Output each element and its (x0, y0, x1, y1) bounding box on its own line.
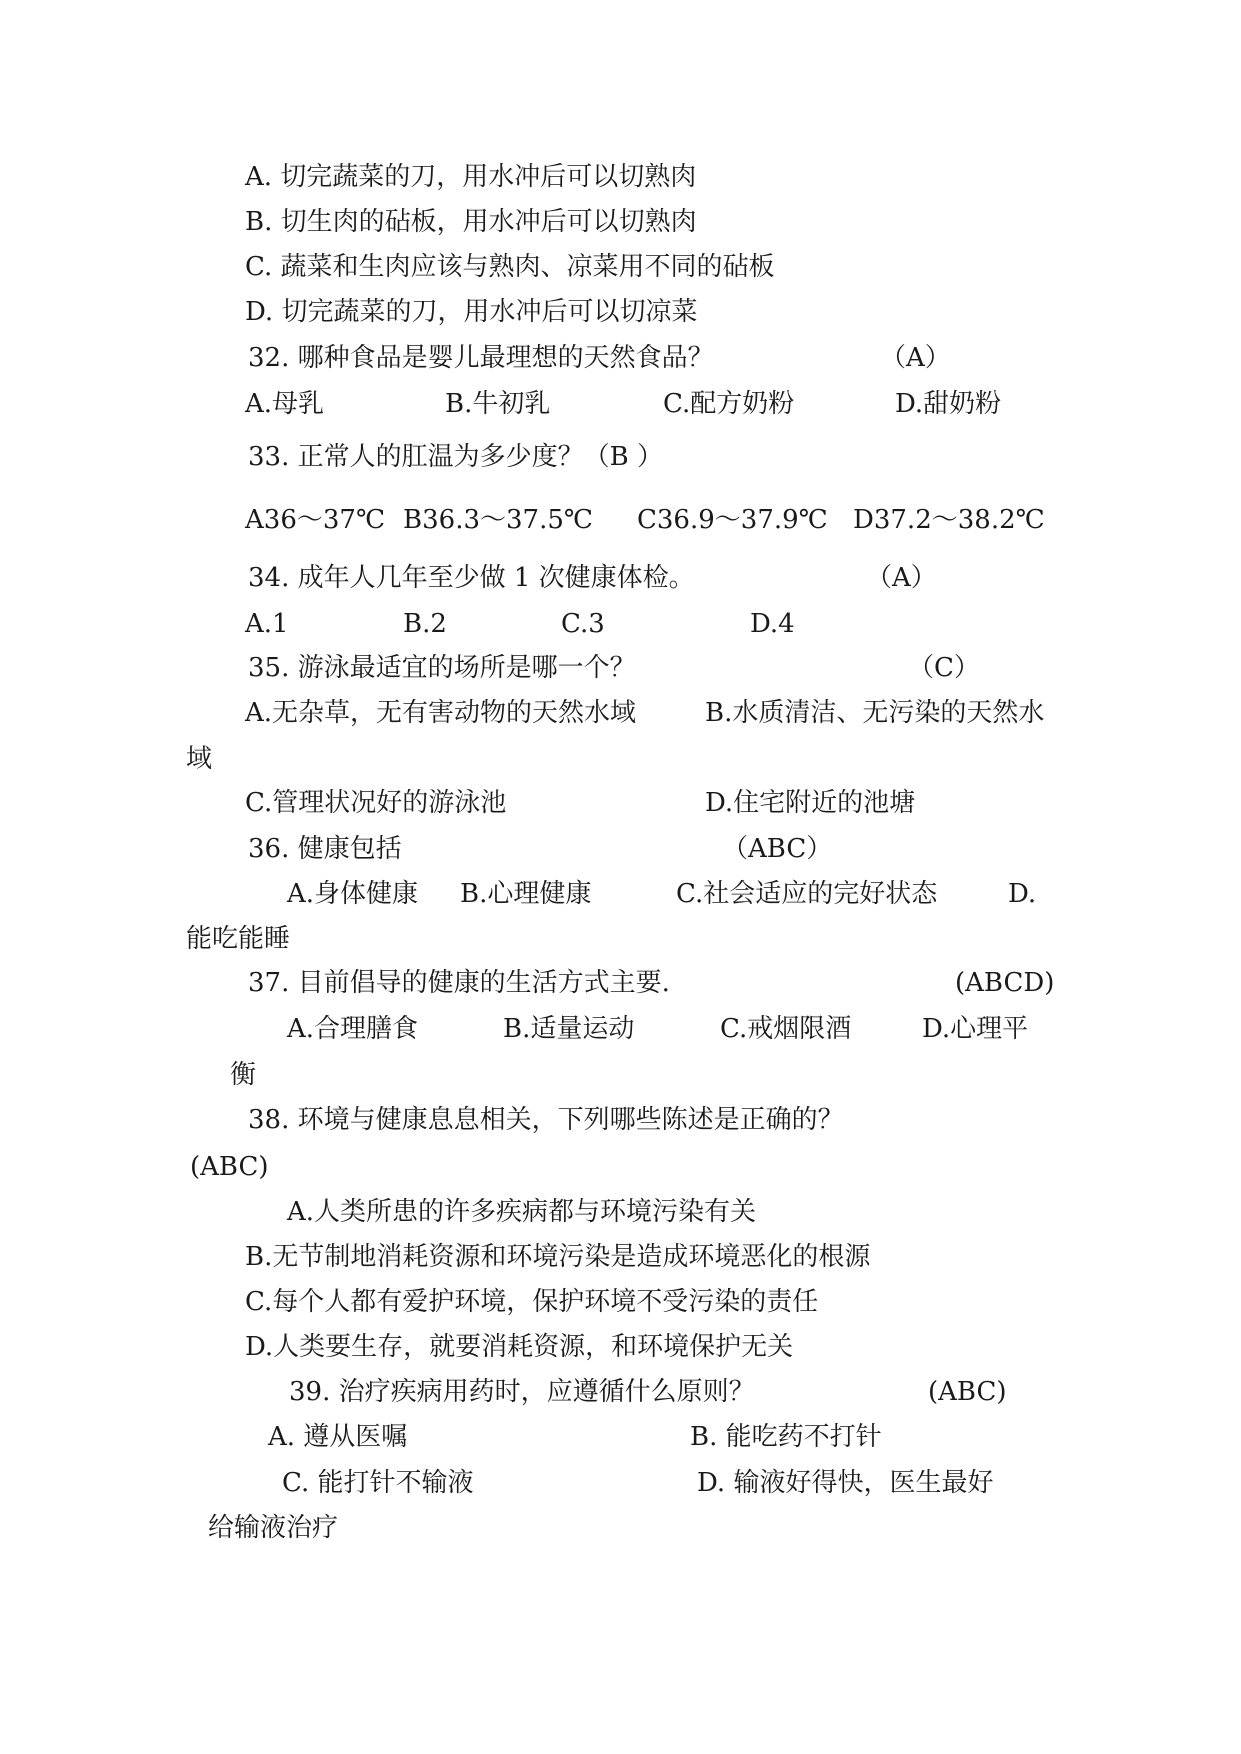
q37-option-c: C.戒烟限酒 (720, 1014, 852, 1044)
q35-answer: （C） (908, 653, 980, 683)
q39-answer: (ABC) (928, 1377, 1007, 1407)
q36-option-d-cont: 能吃能睡 (186, 924, 291, 954)
q34-option-b: B.2 (403, 609, 447, 639)
q35-option-d: D.住宅附近的池塘 (705, 788, 916, 818)
q39-option-c: C. 能打针不输液 (282, 1468, 474, 1498)
q34-option-a: A.1 (245, 609, 289, 639)
q35-text: 35. 游泳最适宜的场所是哪一个？ (248, 653, 636, 683)
q35-option-a: A.无杂草，无有害动物的天然水域 (245, 698, 637, 728)
q38-option-a: A.人类所患的许多疾病都与环境污染有关 (287, 1197, 757, 1227)
q37-option-a: A.合理膳食 (287, 1014, 419, 1044)
q36-answer: （ABC） (722, 834, 833, 864)
q33-text: 33. 正常人的肛温为多少度？（B ） (248, 442, 663, 472)
q33-option-d: D37.2～38.2℃ (853, 505, 1045, 535)
q33-option-c: C36.9～37.9℃ (637, 505, 828, 535)
q32-option-b: B.牛初乳 (445, 389, 551, 419)
q37-answer: (ABCD) (955, 968, 1055, 998)
q36-option-d: D. (1008, 879, 1037, 909)
q31-option-a: A. 切完蔬菜的刀，用水冲后可以切熟肉 (245, 162, 697, 192)
q34-answer: （A） (866, 563, 937, 593)
q34-text: 34. 成年人几年至少做 1 次健康体检。 (248, 563, 695, 593)
q35-option-c: C.管理状况好的游泳池 (245, 788, 507, 818)
q39-option-d-cont: 给输液治疗 (208, 1513, 339, 1543)
q38-answer: (ABC) (190, 1152, 269, 1182)
q32-option-d: D.甜奶粉 (895, 389, 1002, 419)
q39-option-b: B. 能吃药不打针 (690, 1422, 882, 1452)
q32-answer: （A） (880, 343, 951, 373)
q35-option-b-cont: 域 (186, 744, 213, 774)
q38-option-c: C.每个人都有爱护环境，保护环境不受污染的责任 (245, 1287, 819, 1317)
q33-option-b: B36.3～37.5℃ (403, 505, 593, 535)
q35-option-b: B.水质清洁、无污染的天然水 (705, 698, 1045, 728)
q34-option-c: C.3 (561, 609, 605, 639)
q39-option-d: D. 输液好得快，医生最好 (697, 1468, 994, 1498)
q32-option-a: A.母乳 (245, 389, 325, 419)
q37-option-b: B.适量运动 (503, 1014, 635, 1044)
q32-option-c: C.配方奶粉 (663, 389, 795, 419)
q33-option-a: A36～37℃ (245, 505, 386, 535)
q38-text: 38. 环境与健康息息相关，下列哪些陈述是正确的？ (248, 1105, 844, 1135)
q37-option-d-cont: 衡 (230, 1060, 257, 1090)
q37-option-d: D.心理平 (922, 1014, 1029, 1044)
q39-option-a: A. 遵从医嘱 (268, 1422, 408, 1452)
q36-text: 36. 健康包括 (248, 834, 402, 864)
q31-option-d: D. 切完蔬菜的刀，用水冲后可以切凉菜 (245, 297, 698, 327)
q36-option-a: A.身体健康 (287, 879, 419, 909)
q31-option-c: C. 蔬菜和生肉应该与熟肉、凉菜用不同的砧板 (245, 252, 775, 282)
q32-text: 32. 哪种食品是婴儿最理想的天然食品？ (248, 343, 714, 373)
q38-option-b: B.无节制地消耗资源和环境污染是造成环境恶化的根源 (245, 1242, 871, 1272)
q36-option-c: C.社会适应的完好状态 (676, 879, 938, 909)
q37-text: 37. 目前倡导的健康的生活方式主要. (248, 968, 670, 998)
q38-option-d: D.人类要生存，就要消耗资源，和环境保护无关 (245, 1332, 794, 1362)
q36-option-b: B.心理健康 (460, 879, 592, 909)
q31-option-b: B. 切生肉的砧板，用水冲后可以切熟肉 (245, 207, 697, 237)
q39-text: 39. 治疗疾病用药时，应遵循什么原则？ (289, 1377, 755, 1407)
q34-option-d: D.4 (750, 609, 795, 639)
